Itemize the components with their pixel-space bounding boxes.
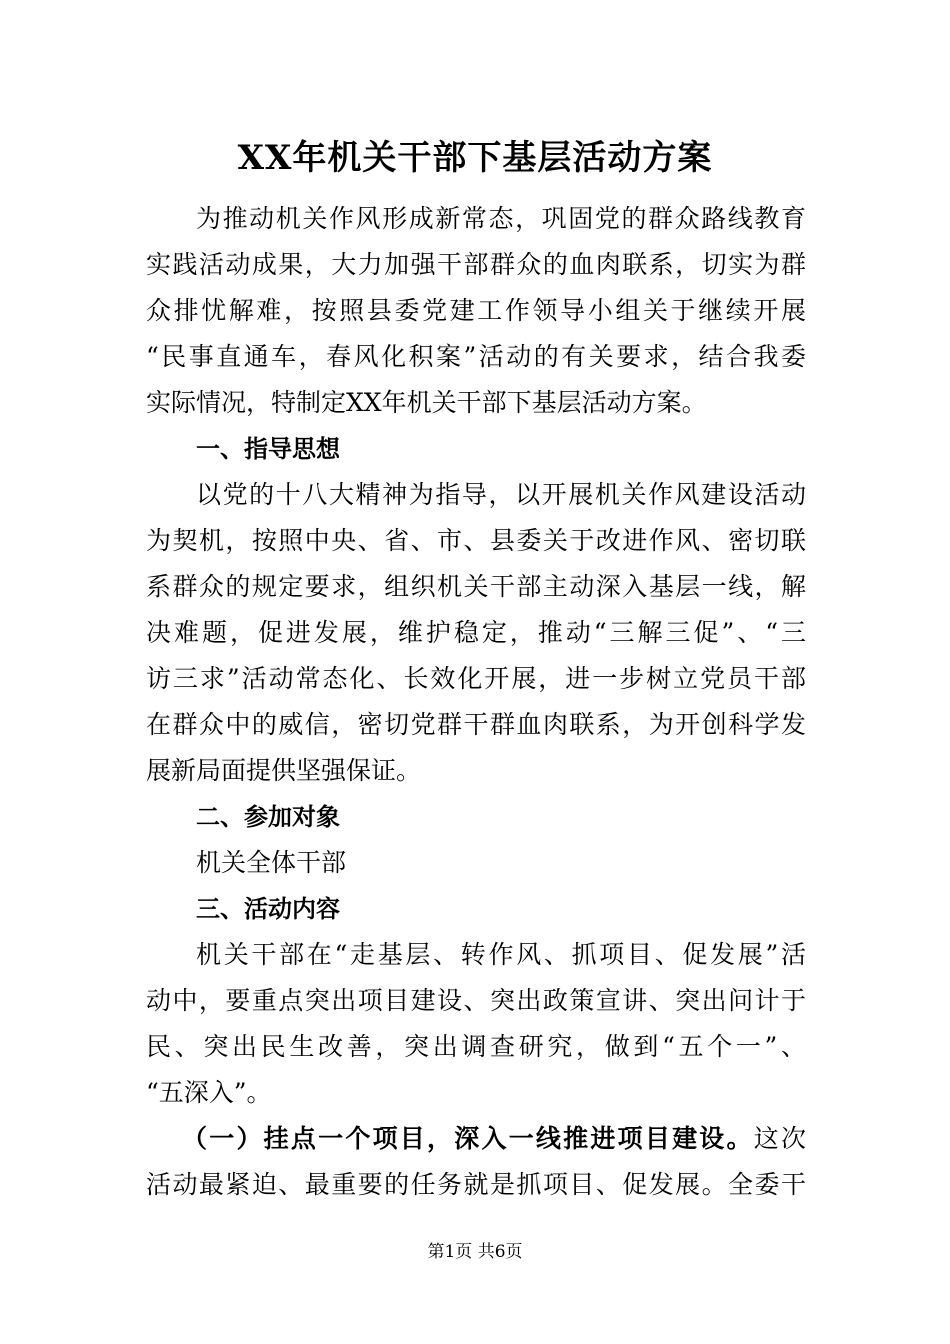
item-one-heading: （一）挂点一个项目，深入一线推进项目建设。 — [182, 1124, 754, 1153]
intro-line: “民事直通车，春风化积案”活动的有关要求，结合我委 — [146, 342, 806, 371]
paragraph-line: 系群众的规定要求，组织机关干部主动深入基层一线，解 — [146, 572, 806, 601]
intro-line: 众排忧解难，按照县委党建工作领导小组关于继续开展 — [146, 296, 806, 325]
item-one-line — [146, 1116, 806, 1162]
section-heading-participants: 二、参加对象 — [196, 803, 340, 831]
section-heading-activity-content: 三、活动内容 — [196, 895, 340, 923]
paragraph-line: 为契机，按照中央、省、市、县委关于改进作风、密切联 — [146, 526, 806, 555]
paragraph-line: 以党的十八大精神为指导，以开展机关作风建设活动 — [196, 480, 806, 509]
paragraph-line: 动中，要重点突出项目建设、突出政策宣讲、突出问计于 — [146, 986, 806, 1015]
document-title: XX年机关干部下基层活动方案 — [237, 138, 713, 178]
paragraph-line: 决难题，促进发展，维护稳定，推动“三解三促”、“三 — [146, 618, 806, 647]
item-one-text: 这次 — [753, 1124, 806, 1153]
intro-line: 实际情况，特制定XX年机关干部下基层活动方案。 — [146, 388, 707, 417]
paragraph-line: 民、突出民生改善，突出调查研究，做到“五个一”、 — [146, 1032, 806, 1061]
paragraph-line: “五深入”。 — [146, 1078, 272, 1107]
paragraph-line: 展新局面提供坚强保证。 — [146, 756, 422, 785]
page-number: 第1页 共6页 — [427, 1242, 523, 1262]
paragraph-line: 活动最紧迫、最重要的任务就是抓项目、促发展。全委干 — [146, 1170, 806, 1199]
section-heading-guiding-thought: 一、指导思想 — [196, 435, 340, 463]
paragraph-line: 在群众中的威信，密切党群干群血肉联系，为开创科学发 — [146, 710, 806, 739]
intro-line: 实践活动成果，大力加强干部群众的血肉联系，切实为群 — [146, 250, 806, 279]
paragraph-line: 访三求”活动常态化、长效化开展，进一步树立党员干部 — [146, 664, 806, 693]
paragraph-line: 机关干部在“走基层、转作风、抓项目、促发展”活 — [196, 940, 806, 969]
paragraph-line: 机关全体干部 — [196, 848, 347, 877]
intro-line: 为推动机关作风形成新常态，巩固党的群众路线教育 — [196, 204, 806, 233]
